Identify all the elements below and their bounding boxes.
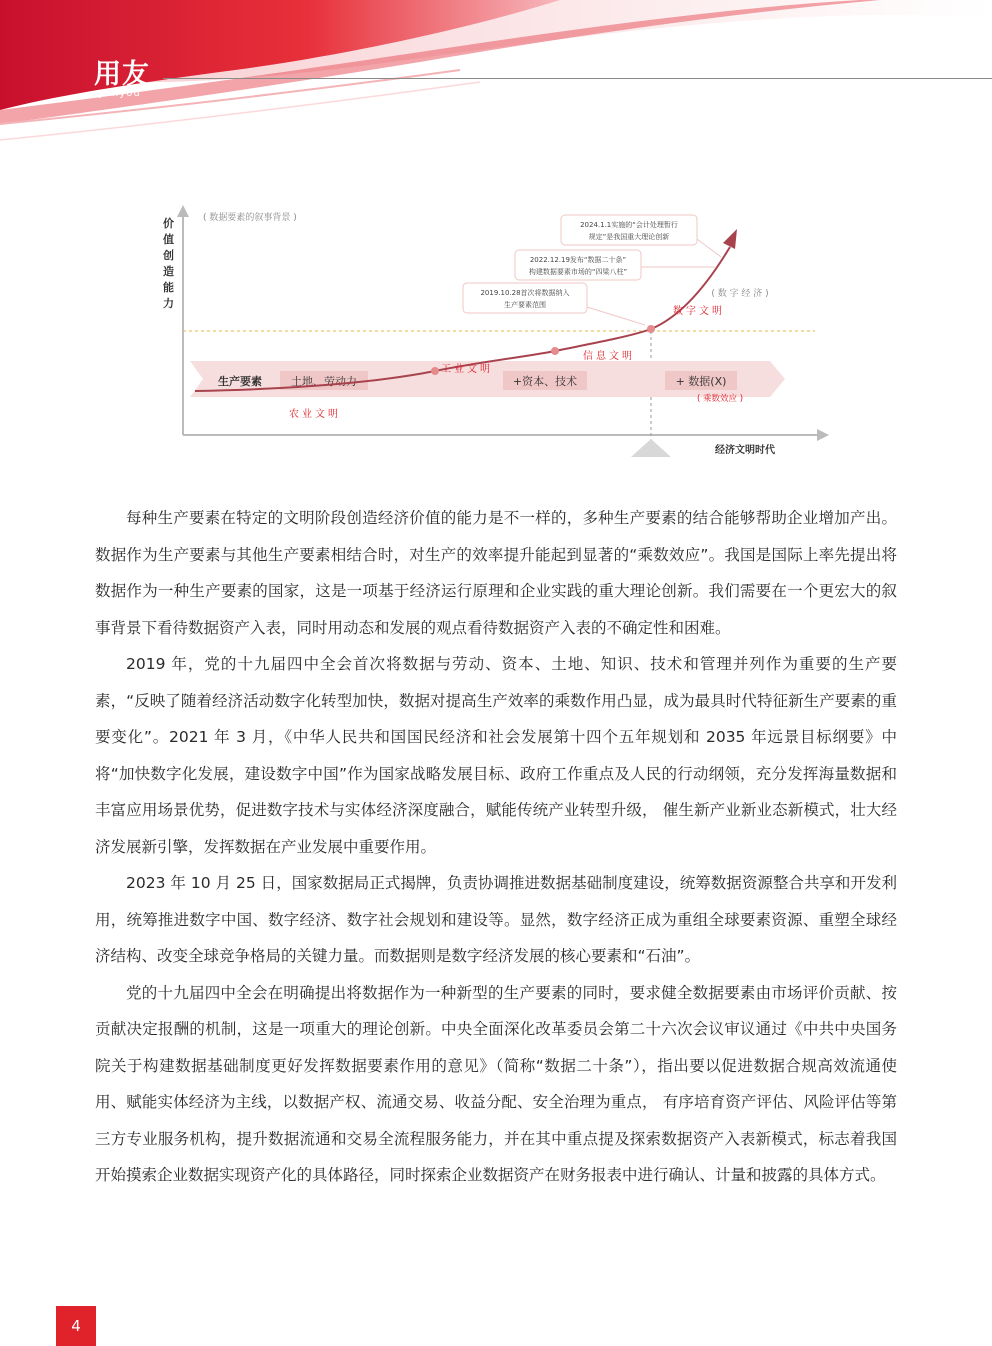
diagram-note: ( 数据要素的叙事背景 )	[203, 213, 297, 223]
y-axis-label	[162, 216, 174, 310]
factor-capital-tech: +资本、技术	[512, 375, 578, 388]
era-digital: 数字文明	[673, 306, 725, 317]
multiplier-note: ( 乘数效应 )	[696, 394, 744, 404]
paragraph: 2019 年，党的十九届四中全会首次将数据与劳动、资本、土地、知识、技术和管理并列作为重要的生产要素，“反映了随着经济活动数字化转型加快，数据对提高生产效率的乘数作用凸显，成为最具时代特征新生产要素的重要变化”。2021 年 3 月，《中华人民共和国国民经济和社会发展第十四个五年规划和 2035 年远景目标纲要》中将“加快数字化发展，建设数字中国”作为国家战略发展目标、政府工作重点及人民的行动纲领，充分发挥海量数据和丰富应用场景优势，促进数字技术与实体经济深度融合，赋能传统产业转型升级， 催生新产业新业态新模式，壮大经济发展新引擎，发挥数据在产业发展中重要作用。	[95, 655, 897, 856]
era-agricultural: 农业文明	[289, 409, 341, 420]
curve-arrowhead	[723, 229, 737, 249]
svg-text:2019.10.28首次将数据纳入: 2019.10.28首次将数据纳入	[480, 289, 570, 297]
brand-logo	[94, 60, 150, 99]
narrative-diagram	[155, 195, 840, 465]
svg-text:创: 创	[163, 249, 174, 262]
svg-text:价: 价	[163, 217, 174, 230]
brand-name-en: yonyou	[98, 88, 141, 99]
paragraph: 每种生产要素在特定的文明阶段创造经济价值的能力是不一样的，多种生产要素的结合能够帮助企业增加产出。数据作为生产要素与其他生产要素相结合时，对生产的效率提升能起到显著的“乘数效应”。我国是国际上率先提出将数据作为一种生产要素的国家，这是一项基于经济运行原理和企业实践的重大理论创新。我们需要在一个更宏大的叙事背景下看待数据资产入表，同时用动态和发展的观点看待数据资产入表的不确定性和困难。	[95, 509, 897, 637]
svg-text:生产要素范围: 生产要素范围	[504, 301, 546, 309]
x-axis-arrow	[817, 429, 829, 441]
x-axis-label: 经济文明时代	[715, 445, 775, 456]
era-industrial: 工业文明	[441, 364, 493, 375]
header-rule	[163, 78, 992, 79]
factor-data: + 数据(X)	[675, 375, 727, 388]
page-number: 4	[56, 1306, 96, 1346]
digital-economy-label: ( 数 字 经 济 )	[711, 289, 769, 299]
era-information: 信息文明	[583, 351, 635, 362]
svg-text:2024.1.1实施的“会计处理暂行: 2024.1.1实施的“会计处理暂行	[580, 221, 678, 229]
svg-text:2022.12.19发布“数据二十条”: 2022.12.19发布“数据二十条”	[529, 256, 627, 264]
era-point-digital	[647, 325, 655, 333]
body-text	[95, 500, 897, 1194]
svg-text:力: 力	[163, 297, 174, 310]
callout-2019	[463, 283, 645, 325]
svg-text:值: 值	[163, 233, 174, 246]
y-axis-arrow	[177, 205, 189, 217]
factor-land-labor: 土地、劳动力	[291, 375, 357, 388]
paragraph: 党的十九届四中全会在明确提出将数据作为一种新型的生产要素的同时，要求健全数据要素由市场评价贡献、按贡献决定报酬的机制，这是一项重大的理论创新。中央全面深化改革委员会第二十六次会议审议通过《中共中央国务院关于构建数据基础制度更好发挥数据要素作用的意见》（简称“数据二十条”），指出要以促进数据合规高效流通使用、赋能实体经济为主线，以数据产权、流通交易、收益分配、安全治理为重点， 有序培育资产评估、风险评估等第三方专业服务机构，提升数据流通和交易全流程服务能力，并在其中重点提及探索数据资产入表新模式，标志着我国开始摸索企业数据实现资产化的具体路径，同时探索企业数据资产在财务报表中进行确认、计量和披露的具体方式。	[95, 983, 897, 1184]
svg-text:规定”是我国重大理论创新: 规定”是我国重大理论创新	[588, 233, 670, 241]
era-marker-triangle	[631, 439, 671, 457]
factor-label: 生产要素	[218, 375, 262, 388]
era-point-information	[551, 347, 559, 355]
callout-2022	[515, 250, 715, 280]
brand-name-cn: 用友	[94, 59, 150, 90]
svg-text:能: 能	[163, 281, 174, 294]
svg-text:构建数据要素市场的“四梁八柱”: 构建数据要素市场的“四梁八柱”	[528, 268, 628, 276]
era-point-industrial	[431, 367, 439, 375]
paragraph: 2023 年 10 月 25 日，国家数据局正式揭牌，负责协调推进数据基础制度建设，统筹数据资源整合共享和开发利用，统筹推进数字中国、数字经济、数字社会规划和建设等。显然，数字经济正成为重组全球要素资源、重塑全球经济结构、改变全球竞争格局的关键力量。而数据则是数字经济发展的核心要素和“石油”。	[95, 874, 897, 965]
svg-text:造: 造	[163, 265, 174, 278]
page-header	[0, 0, 992, 150]
